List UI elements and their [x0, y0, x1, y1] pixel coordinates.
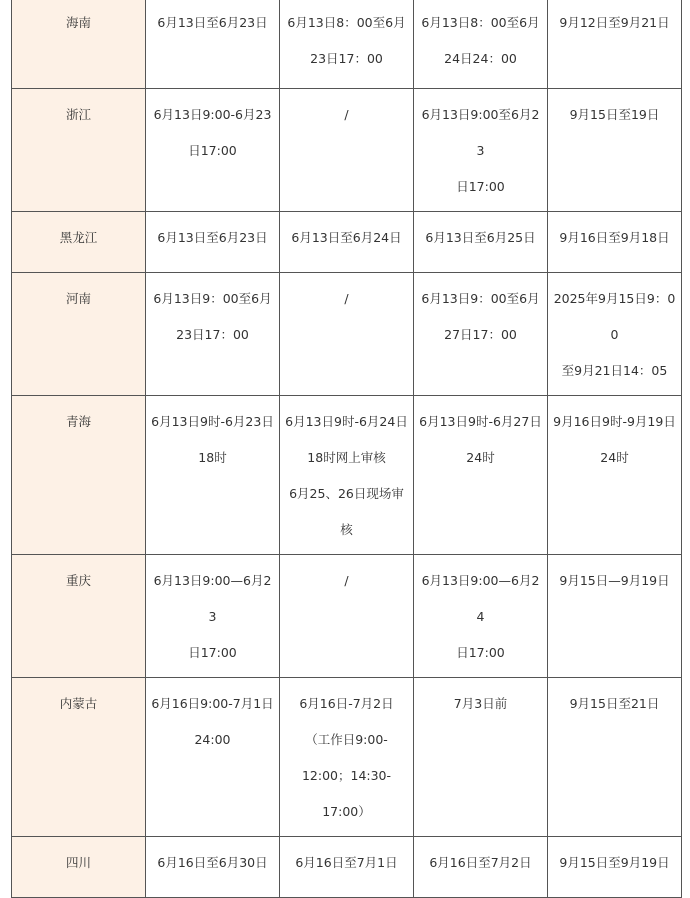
table-row [12, 212, 682, 273]
schedule-text: 9月15日至19日 [569, 107, 660, 122]
schedule-text: 9月15日至9月19日 [559, 855, 670, 870]
schedule-cell [146, 555, 280, 678]
registration-schedule-table-wrap [11, 0, 682, 898]
schedule-cell [146, 396, 280, 555]
schedule-text: 日17:00 [456, 179, 505, 194]
schedule-cell [414, 212, 548, 273]
schedule-cell [414, 396, 548, 555]
table-row [12, 678, 682, 837]
schedule-text: 24:00 [194, 732, 231, 747]
schedule-text: 6月13日9时-6月27日 [419, 414, 542, 429]
schedule-text: 6月16日-7月2日 [299, 696, 394, 711]
schedule-cell [280, 212, 414, 273]
schedule-text: 6月13日9时-6月24日 [285, 414, 408, 429]
schedule-text: 9月12日至9月21日 [559, 15, 670, 30]
schedule-cell [414, 0, 548, 89]
schedule-cell [146, 678, 280, 837]
schedule-text: 24时 [600, 450, 629, 465]
schedule-cell [414, 89, 548, 212]
schedule-text: 6月13日至6月23日 [157, 15, 268, 30]
schedule-text: 9月16日至9月18日 [559, 230, 670, 245]
table-row [12, 0, 682, 89]
region-name: 河南 [65, 291, 91, 306]
schedule-text: 9月15日至21日 [569, 696, 660, 711]
schedule-text: 6月13日9：00至6月 [153, 291, 272, 306]
schedule-text: 7月3日前 [453, 696, 508, 711]
schedule-text: 6月13日9:00—6月24 [421, 573, 540, 624]
region-name: 浙江 [65, 107, 91, 122]
schedule-text: 24时 [466, 450, 495, 465]
schedule-text: 6月13日8：00至6月 [287, 15, 406, 30]
schedule-text: / [344, 291, 349, 306]
schedule-text: 核 [340, 522, 353, 537]
table-row [12, 555, 682, 678]
schedule-text: 6月16日至7月2日 [429, 855, 532, 870]
region-name: 海南 [65, 15, 91, 30]
region-name: 黑龙江 [59, 230, 98, 245]
schedule-text: 日17:00 [188, 143, 237, 158]
schedule-cell [146, 273, 280, 396]
schedule-text: 6月13日9:00-6月23 [153, 107, 272, 122]
schedule-text: 6月16日至6月30日 [157, 855, 268, 870]
schedule-text: 18时 [198, 450, 227, 465]
table-body [12, 0, 682, 898]
region-name: 青海 [65, 414, 91, 429]
schedule-text: 6月25、26日现场审 [289, 486, 404, 501]
region-cell [12, 555, 146, 678]
schedule-text: 27日17：00 [444, 327, 517, 342]
schedule-cell [414, 837, 548, 898]
region-cell [12, 89, 146, 212]
region-cell [12, 273, 146, 396]
schedule-text: 日17:00 [456, 645, 505, 660]
schedule-text: 6月13日至6月24日 [291, 230, 402, 245]
schedule-text: 9月16日9时-9月19日 [553, 414, 676, 429]
schedule-text: 2025年9月15日9：00 [553, 291, 676, 342]
schedule-text: 6月13日9：00至6月 [421, 291, 540, 306]
schedule-text: 6月13日至6月25日 [425, 230, 536, 245]
region-cell [12, 396, 146, 555]
schedule-cell [280, 273, 414, 396]
schedule-text: 6月13日9:00—6月23 [153, 573, 272, 624]
schedule-text: 日17:00 [188, 645, 237, 660]
schedule-cell [548, 555, 682, 678]
schedule-cell [548, 273, 682, 396]
region-cell [12, 0, 146, 89]
region-cell [12, 837, 146, 898]
schedule-cell [146, 0, 280, 89]
registration-schedule-table [11, 0, 682, 898]
schedule-text: 18时网上审核 [307, 450, 386, 465]
schedule-text: 6月13日8：00至6月 [421, 15, 540, 30]
region-name: 重庆 [65, 573, 91, 588]
schedule-cell [146, 89, 280, 212]
schedule-cell [548, 89, 682, 212]
table-row [12, 396, 682, 555]
schedule-cell [414, 273, 548, 396]
schedule-cell [548, 0, 682, 89]
table-row [12, 89, 682, 212]
schedule-cell [280, 89, 414, 212]
schedule-cell [280, 555, 414, 678]
schedule-text: / [344, 573, 349, 588]
schedule-cell [146, 837, 280, 898]
schedule-cell [548, 212, 682, 273]
schedule-text: 9月15日—9月19日 [559, 573, 670, 588]
schedule-text: 23日17：00 [176, 327, 249, 342]
schedule-text: 17:00） [322, 804, 371, 819]
schedule-cell [280, 678, 414, 837]
schedule-text: 23日17：00 [310, 51, 383, 66]
schedule-cell [414, 555, 548, 678]
schedule-cell [280, 396, 414, 555]
schedule-text: 6月16日至7月1日 [295, 855, 398, 870]
schedule-cell [548, 396, 682, 555]
schedule-cell [146, 212, 280, 273]
schedule-text: 6月16日9:00-7月1日 [151, 696, 274, 711]
schedule-cell [414, 678, 548, 837]
table-row [12, 837, 682, 898]
schedule-cell [548, 678, 682, 837]
schedule-text: （工作日9:00- [305, 732, 388, 747]
schedule-text: 24日24：00 [444, 51, 517, 66]
region-cell [12, 212, 146, 273]
region-name: 四川 [65, 855, 91, 870]
schedule-text: 6月13日9时-6月23日 [151, 414, 274, 429]
schedule-text: 6月13日至6月23日 [157, 230, 268, 245]
schedule-cell [548, 837, 682, 898]
schedule-text: 12:00；14:30- [301, 768, 392, 783]
region-cell [12, 678, 146, 837]
schedule-text: / [344, 107, 349, 122]
schedule-text: 6月13日9:00至6月23 [421, 107, 540, 158]
schedule-cell [280, 837, 414, 898]
region-name: 内蒙古 [59, 696, 98, 711]
table-row [12, 273, 682, 396]
schedule-text: 至9月21日14：05 [561, 363, 668, 378]
schedule-cell [280, 0, 414, 89]
